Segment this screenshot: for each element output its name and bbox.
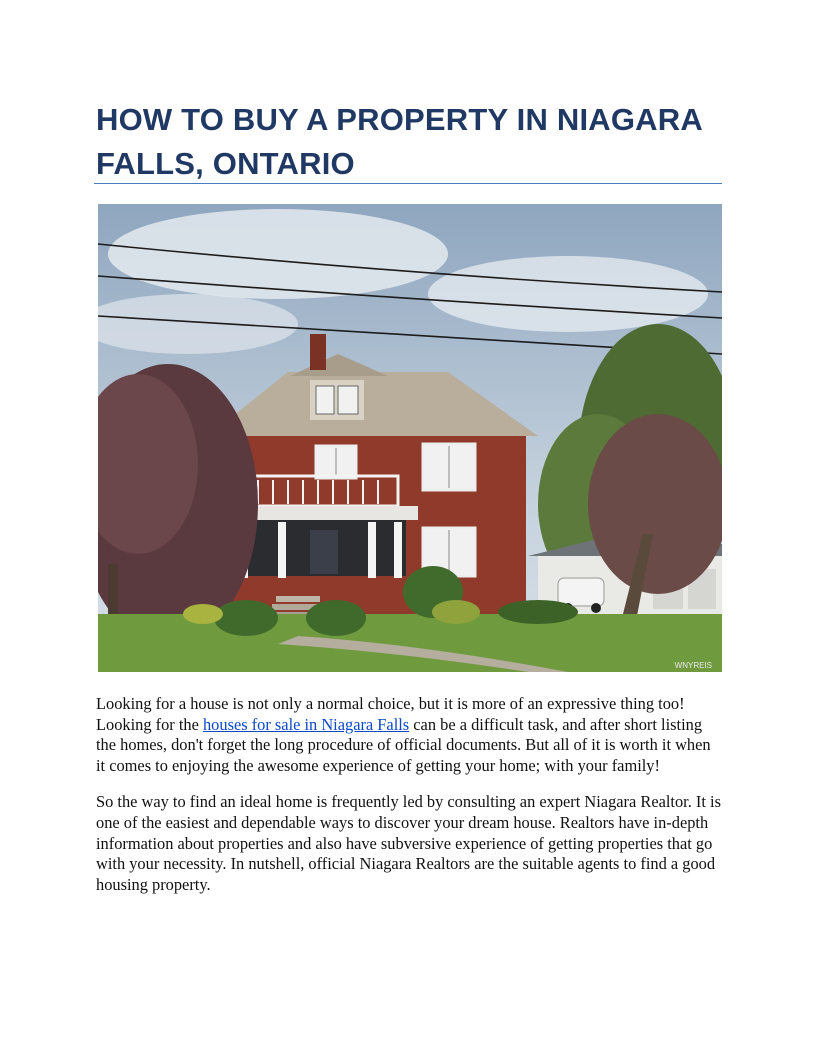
title-line-2: FALLS, ONTARIO [96,146,355,181]
paragraph-2: So the way to find an ideal home is frequently led by consulting an expert Niagara Realtor. It is one of the easiest and dependable ways to discover your dream house. Realtors have in-depth information about properties and also have subversive experience of getting properties that go with your necessity. In nutshell, official Niagara Realtors are the suitable agents to find a good housing property. [96,792,721,894]
car [558,578,604,606]
houses-for-sale-link[interactable]: houses for sale in Niagara Falls [202,714,410,734]
shrub [214,600,278,636]
lawn [98,614,722,672]
page-title [96,98,716,186]
paragraph-1-rest: can be a difficult task, and after short listing the homes, don't forget the long procedure of official documents. But all of it is worth it when it comes to enjoying the awesome experience of getting your home; with your family! [96,714,711,775]
paragraph-1 [96,694,721,776]
house-illustration [98,204,722,672]
title-divider [94,183,722,184]
article-body [96,694,721,911]
title-line-1: HOW TO BUY A PROPERTY IN NIAGARA [96,102,703,137]
house-photo [98,204,722,672]
chimney [310,334,326,370]
photo-watermark: WNYREIS [674,661,712,670]
paragraph-1-intro: Looking for a house is not only a normal choice, but it is more of an expressive thing too! Looking for the [96,694,685,734]
